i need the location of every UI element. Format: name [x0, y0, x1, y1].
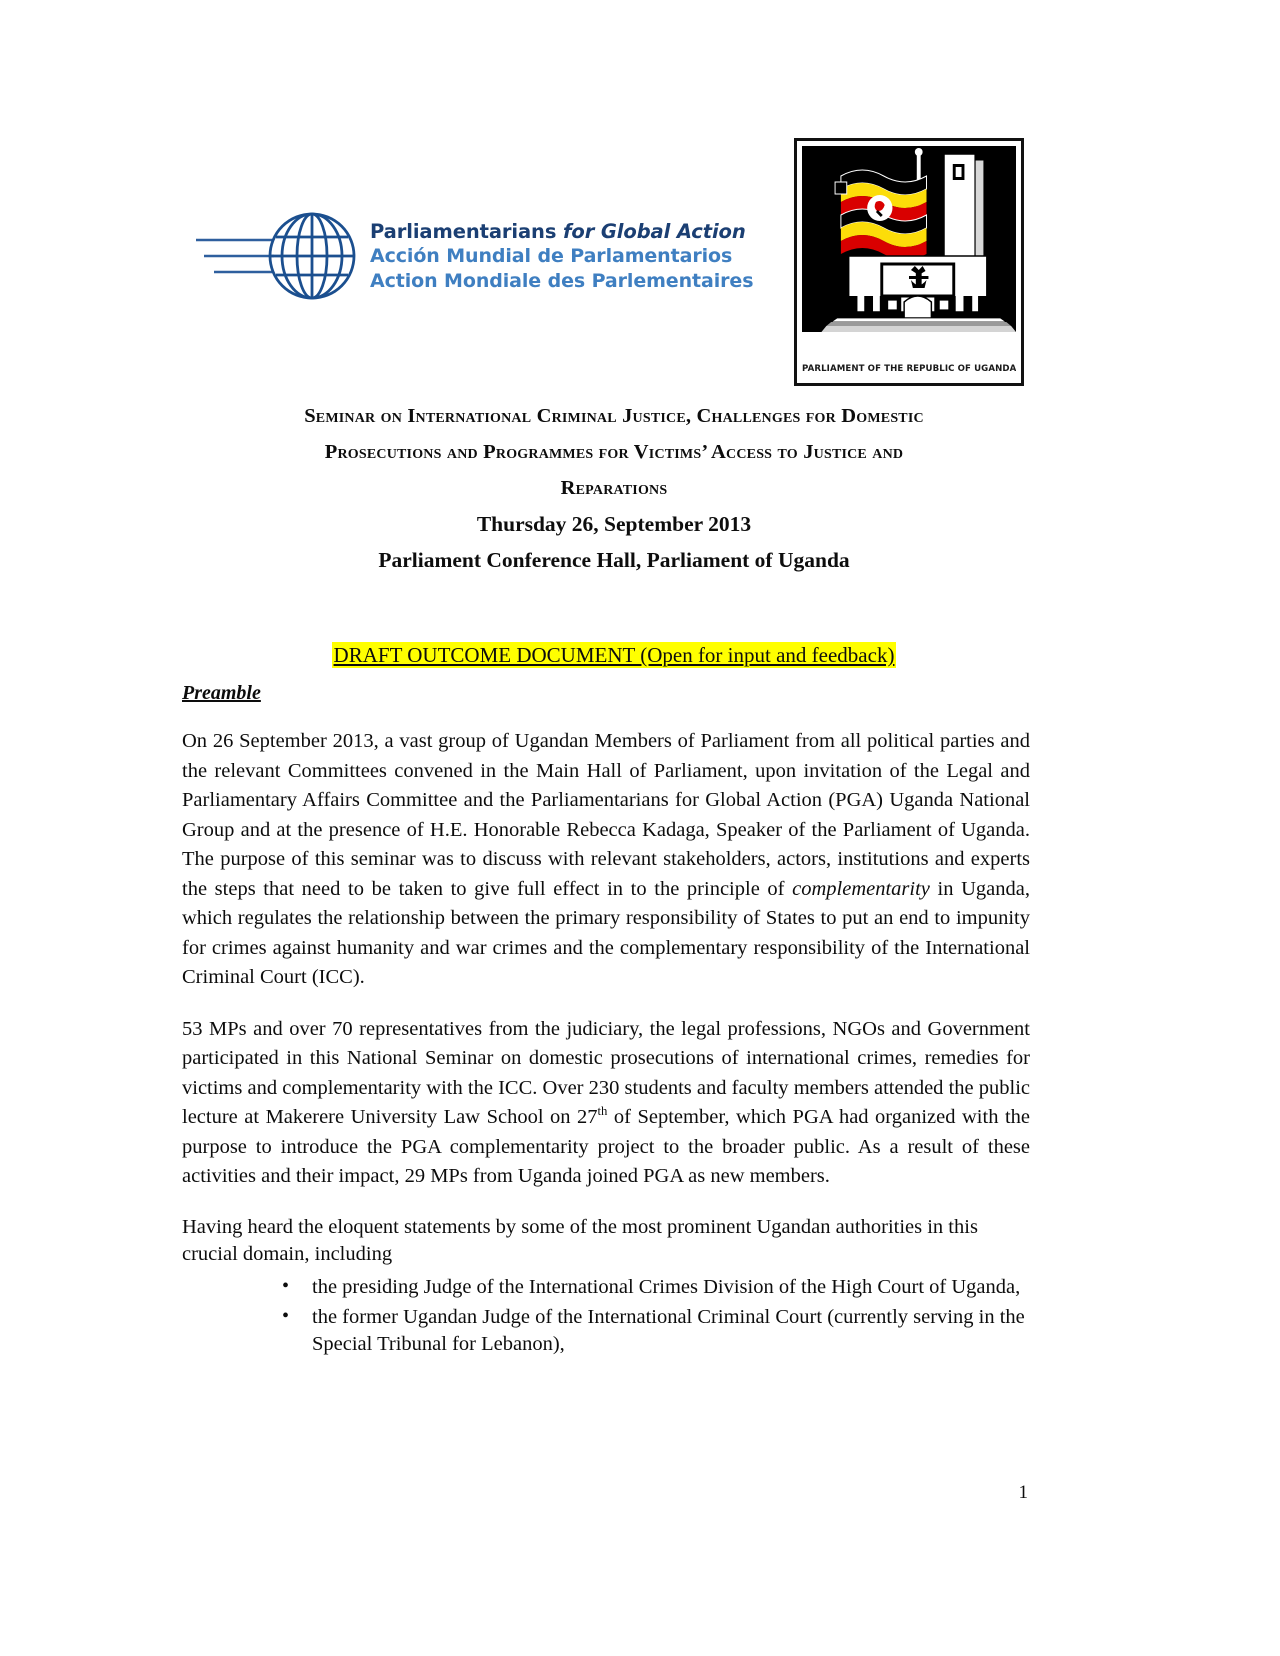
emblem-caption: PARLIAMENT OF THE REPUBLIC OF UGANDA — [802, 364, 1016, 374]
page-title-line-2: Prosecutions and Programmes for Victims’ Access to Justice and — [324, 441, 904, 463]
paragraph-2 — [182, 1015, 1030, 1192]
pga-logo-line-fr: Action Mondiale des Parlementaires — [370, 269, 754, 292]
authorities-list — [182, 1274, 1030, 1358]
paragraph-1-part-b: in Uganda, which regulates the relationship between the primary responsibility of States to put an end to impunity for crimes against humanity and war crimes and the complementary responsibility of the International Criminal Court (ICC). — [182, 877, 1030, 988]
parliament-of-uganda-emblem — [794, 138, 1024, 386]
pga-logo-text — [370, 219, 753, 294]
draft-notice — [196, 638, 1032, 672]
pga-logo-line-es: Acción Mundial de Parlamentarios — [370, 244, 733, 267]
logo-header — [0, 128, 1280, 386]
page-title-line-1: Seminar on International Criminal Justice, Challenges for Domestic — [304, 405, 924, 427]
paragraph-1 — [182, 727, 1030, 993]
draft-notice-highlight: DRAFT OUTCOME DOCUMENT (Open for input and feedback) — [333, 643, 895, 667]
section-heading-preamble: Preamble — [182, 682, 261, 704]
paragraph-1-part-a: On 26 September 2013, a vast group of Ugandan Members of Parliament from all political parties and the relevant Committees convened in the Main Hall of Parliament, upon invitation of the Legal and Parliamentary Affairs Committee and the Parliamentarians for Global Action (PGA) Uganda National Group and at the presence of H.E. Honorable Rebecca Kadaga, Speaker of the Parliament of Uganda. The purpose of this seminar was to discuss with relevant stakeholders, actors, institutions and experts the steps that need to be taken to give full effect in to the principle of — [182, 730, 1030, 900]
globe-icon — [196, 206, 364, 306]
pga-logo-line-en: Parliamentarians for Global Action — [370, 219, 746, 243]
globe-icon-svg — [196, 206, 364, 306]
document-title-block — [196, 398, 1032, 578]
paragraph-3: Having heard the eloquent statements by some of the most prominent Ugandan authorities in this crucial domain, including — [182, 1215, 978, 1265]
paragraph-2-part-a: 53 MPs and over 70 representatives from the judiciary, the legal professions, NGOs and Government participated in this National Seminar on domestic prosecutions of international crimes, remedies for victims and complementarity with the ICC. Over 230 students and faculty members attended the public lecture at Makerere University Law School on 27 — [182, 1017, 1030, 1128]
paragraph-2-part-b: of September, which PGA had organized with the purpose to introduce the PGA complementarity project to the broader public. As a result of these activities and their impact, 29 MPs from Uganda joined PGA as new members. — [182, 1106, 1030, 1187]
page-title-line-3: Reparations — [560, 477, 668, 499]
event-venue: Parliament Conference Hall, Parliament of Uganda — [378, 548, 850, 572]
event-date: Thursday 26, September 2013 — [476, 512, 752, 536]
pga-logo — [196, 206, 754, 306]
paragraph-1-italic-term: complementarity — [792, 877, 930, 900]
page-number: 1 — [1018, 1482, 1028, 1503]
parliament-building-icon — [802, 146, 1016, 332]
emblem-inner — [802, 146, 1016, 378]
list-item: • the former Ugandan Judge of the International Criminal Court (currently serving in the Special Tribunal for Lebanon), — [278, 1304, 1030, 1358]
document-body — [182, 682, 1030, 1361]
paragraph-2-ordinal-suffix: th — [597, 1104, 608, 1119]
list-item: • the presiding Judge of the International Crimes Division of the High Court of Uganda, — [278, 1274, 1030, 1301]
